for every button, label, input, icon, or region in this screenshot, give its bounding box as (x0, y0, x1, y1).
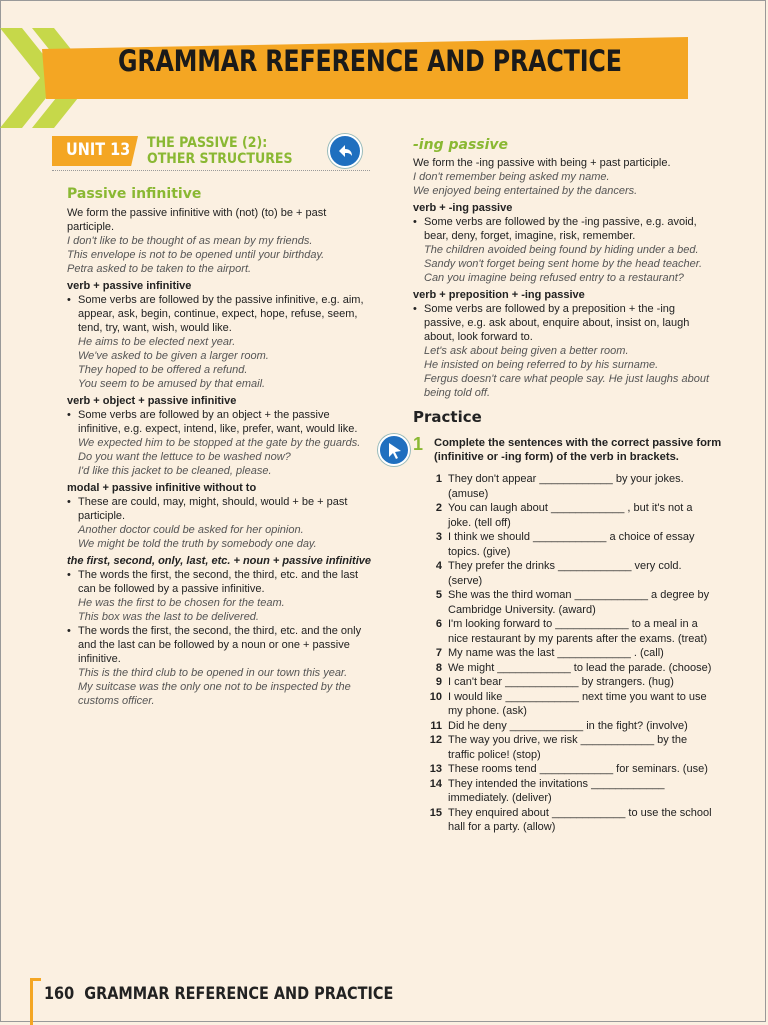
example: You seem to be amused by that email. (78, 378, 266, 390)
example: Fergus doesn't care what people say. He just laughs about being told off. (424, 373, 710, 399)
unit-label: UNIT 13 (66, 140, 131, 160)
example: My suitcase was the only one not to be inspected by the customs officer. (78, 681, 351, 707)
practice-heading: Practice (413, 408, 482, 426)
page-number: 160 (44, 984, 75, 1004)
example: Another doctor could be asked for her opinion. (78, 524, 304, 536)
example: This is the third club to be opened in our town this year. (78, 667, 348, 679)
exercise-sentence: We might ____________ to lead the parade. (choose) (448, 661, 712, 674)
list-item: 3 I think we should ____________ a choice of essay topics. (give) (422, 530, 712, 559)
exercise-list (422, 472, 712, 835)
list-item: 4 They prefer the drinks ____________ very cold. (serve) (422, 559, 712, 588)
unit-title: THE PASSIVE (2): OTHER STRUCTURES (147, 135, 293, 167)
example: Can you imagine being refused entry to a restaurant? (424, 272, 684, 284)
right-column (413, 136, 718, 424)
subheading: the first, second, only, last, etc. + noun + passive infinitive (67, 555, 372, 567)
example: He insisted on being referred to by his surname. (424, 359, 659, 371)
bullet-text: • Some verbs are followed by the passive infinitive, e.g. aim, appear, ask, begin, continue, expect, hope, refuse, seem, tend, try, want, wish, would like. (67, 293, 372, 335)
footer (44, 984, 393, 1004)
exercise-sentence: They enquired about ____________ to use the school hall for a party. (allow) (448, 806, 712, 833)
example: I don't like to be thought of as mean by my friends. (67, 235, 313, 247)
exercise-sentence: She was the third woman ____________ a degree by Cambridge University. (award) (448, 589, 710, 616)
example: We expected him to be stopped at the gate by the guards. (78, 437, 361, 449)
example: They hoped to be offered a refund. (78, 364, 248, 376)
list-item: 14 They intended the invitations ____________ immediately. (deliver) (422, 777, 712, 806)
exercise-sentence: I'm looking forward to ____________ to a meal in a nice restaurant by my parents after the exams. (treat) (448, 618, 708, 645)
exercise-sentence: You can laugh about ____________ , but it's not a joke. (tell off) (448, 502, 693, 529)
left-column (67, 185, 372, 708)
example: The children avoided being found by hiding under a bed. (424, 244, 699, 256)
section-heading: Passive infinitive (67, 186, 202, 202)
list-item: 1 They don't appear ____________ by your jokes. (amuse) (422, 472, 712, 501)
example: Sandy won't forget being sent home by the head teacher. (424, 258, 703, 270)
subheading: verb + preposition + -ing passive (413, 289, 585, 301)
task-number: 1 (413, 434, 424, 454)
example: We enjoyed being entertained by the dancers. (413, 185, 638, 197)
footer-accent (30, 978, 41, 1025)
subheading: modal + passive infinitive without to (67, 482, 257, 494)
bullet-text: • Some verbs are followed by an object + the passive infinitive, e.g. expect, intend, like, prefer, want, would like. (67, 408, 372, 436)
exercise-sentence: They intended the invitations ____________ immediately. (deliver) (448, 777, 665, 804)
example: Petra asked to be taken to the airport. (67, 263, 252, 275)
example: He aims to be elected next year. (78, 336, 236, 348)
exercise-sentence: I can't bear ____________ by strangers. (hug) (448, 676, 674, 688)
list-item: 8 We might ____________ to lead the parade. (choose) (435, 661, 712, 674)
divider (52, 170, 370, 171)
example: I don't remember being asked my name. (413, 171, 610, 183)
exercise-sentence: I would like ____________ next time you want to use my phone. (ask) (448, 690, 707, 717)
bullet-text: • These are could, may, might, should, would + be + past participle. (67, 495, 372, 523)
exercise-sentence: Did he deny ____________ in the fight? (involve) (448, 719, 688, 732)
list-item: 13 These rooms tend ____________ for seminars. (use) (422, 762, 712, 777)
back-button[interactable] (328, 134, 362, 168)
footer-title: GRAMMAR REFERENCE AND PRACTICE (84, 984, 394, 1004)
exercise-sentence: They prefer the drinks ____________ very cold. (serve) (448, 560, 682, 587)
exercise-sentence: I think we should ____________ a choice of essay topics. (give) (448, 531, 695, 558)
bullet-text: • The words the first, the second, the third, etc. and the last can be followed by a passive infinitive. (67, 568, 372, 596)
list-item: 9 I can't bear ____________ by strangers. (hug) (422, 675, 712, 690)
subheading: verb + object + passive infinitive (67, 395, 237, 407)
example: We've asked to be given a larger room. (78, 350, 269, 362)
list-item: 7 My name was the last ____________ . (call) (422, 646, 712, 661)
back-arrow-icon (330, 136, 360, 166)
task-instruction: Complete the sentences with the correct passive form (infinitive or -ing form) of the verb in brackets. (434, 437, 722, 463)
exercise-sentence: My name was the last ____________ . (call) (448, 647, 664, 659)
exercise-sentence: The way you drive, we risk ____________ by the traffic police! (stop) (448, 734, 688, 761)
list-item: 12 The way you drive, we risk ____________ by the traffic police! (stop) (422, 733, 712, 762)
intro-text: We form the -ing passive with being + past participle. (413, 157, 671, 169)
subheading: verb + passive infinitive (67, 280, 192, 292)
section-heading: -ing passive (413, 137, 509, 153)
list-item: 10 I would like ____________ next time you want to use my phone. (ask) (422, 690, 712, 719)
example: He was the first to be chosen for the team. (78, 597, 285, 609)
exercise-sentence: They don't appear ____________ by your jokes. (amuse) (448, 473, 684, 500)
intro-text: We form the passive infinitive with (not) (to) be + past participle. (67, 207, 327, 233)
example: This box was the last to be delivered. (78, 611, 259, 623)
bullet-text: • The words the first, the second, the third, etc. and the only and the last can be followed by a noun or one + passive infinitive. (67, 624, 372, 666)
list-item: 15 They enquired about ____________ to use the school hall for a party. (allow) (429, 806, 712, 833)
example: We might be told the truth by somebody one day. (78, 538, 317, 550)
list-item: 5 She was the third woman ____________ a degree by Cambridge University. (award) (422, 588, 712, 617)
task-button[interactable] (378, 434, 410, 466)
page-title: GRAMMAR REFERENCE AND PRACTICE (118, 44, 622, 78)
bullet-text: • Some verbs are followed by a preposition + the -ing passive, e.g. ask about, enquire about, insist on, laugh about, look forward to. (413, 302, 718, 344)
example: I'd like this jacket to be cleaned, please. (78, 465, 272, 477)
bullet-text: • Some verbs are followed by the -ing passive, e.g. avoid, bear, deny, forget, imagine, risk, remember. (413, 215, 718, 243)
subheading: verb + -ing passive (413, 202, 513, 214)
exercise-sentence: These rooms tend ____________ for seminars. (use) (448, 763, 708, 775)
example: Let's ask about being given a better room. (424, 345, 629, 357)
cursor-icon (380, 436, 408, 464)
list-item: 2 You can laugh about ____________ , but it's not a joke. (tell off) (422, 501, 712, 530)
example: Do you want the lettuce to be washed now? (78, 451, 291, 463)
list-item: 6 I'm looking forward to ____________ to a meal in a nice restaurant by my parents after the exams. (treat) (422, 617, 712, 646)
example: This envelope is not to be opened until your birthday. (67, 249, 325, 261)
list-item: 11 Did he deny ____________ in the fight? (involve) (422, 719, 712, 734)
